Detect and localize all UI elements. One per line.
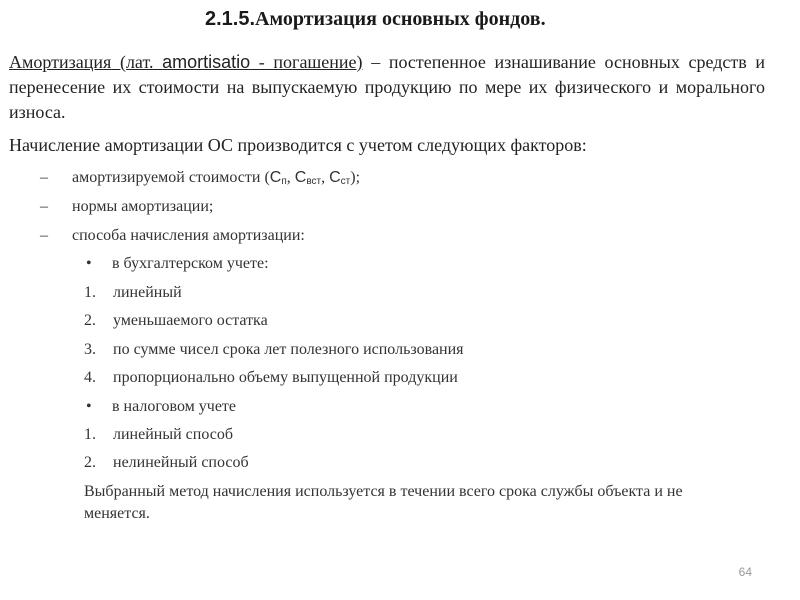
definition-paragraph: Амортизация (лат. amortisatio - погашение) – постепенное изнашивание основных средств и перенесение их стоимости на выпускаемую продукцию по мере их физического и морального износа. (9, 52, 765, 122)
factors-intro: Начисление амортизации ОС производится с учетом следующих факторов: (9, 135, 587, 155)
list-number: 2. (84, 312, 96, 329)
accounting-label: в бухгалтерском учете: (112, 255, 269, 272)
section-title: Амортизация основных фондов. (255, 8, 546, 30)
method-item: нелинейный способ (113, 454, 249, 471)
symbol-c-p: $C_п$ (269, 169, 287, 187)
tax-label: в налоговом учете (112, 398, 237, 415)
section-number: 2.1.5. (205, 8, 256, 30)
list-number: 3. (84, 341, 96, 358)
method-item: линейный (113, 284, 182, 301)
bullet-marker: • (86, 255, 92, 272)
list-number: 4. (84, 369, 96, 386)
definition-term: Амортизация (9, 52, 112, 72)
page-title (205, 8, 546, 31)
closing-note: Выбранный метод начисления используется в течении всего срока службы объекта и не меняется. (84, 483, 683, 522)
page-number: 64 (738, 565, 752, 579)
list-number: 1. (84, 284, 96, 301)
dash-marker: – (40, 198, 48, 215)
symbol-c-vst: $C_{вст}$ (294, 169, 322, 187)
dash-marker: – (40, 169, 48, 186)
list-number: 1. (84, 426, 96, 443)
method-item: по сумме чисел срока лет полезного использования (113, 341, 464, 358)
symbol-c-st: $C_{ст}$ (329, 169, 351, 187)
factor-item-method: способа начисления амортизации: (72, 227, 305, 244)
factor-item-rates: нормы амортизации; (72, 198, 214, 215)
bullet-marker: • (86, 398, 92, 415)
method-item: пропорционально объему выпущенной продукции (113, 369, 458, 386)
latin-word: amortisatio (162, 52, 251, 72)
factor-item-cost: амортизируемой стоимости ($C_п$, $C_{вст}$, $C_{ст}$); (72, 169, 361, 187)
list-number: 2. (84, 454, 96, 471)
definition-text: – постепенное изнашивание основных средств и перенесение их стоимости на выпускаемую продукцию по мере их физического и морального износа. (9, 52, 765, 122)
method-item: линейный способ (113, 426, 233, 443)
method-item: уменьшаемого остатка (113, 312, 268, 329)
dash-marker: – (40, 227, 48, 244)
